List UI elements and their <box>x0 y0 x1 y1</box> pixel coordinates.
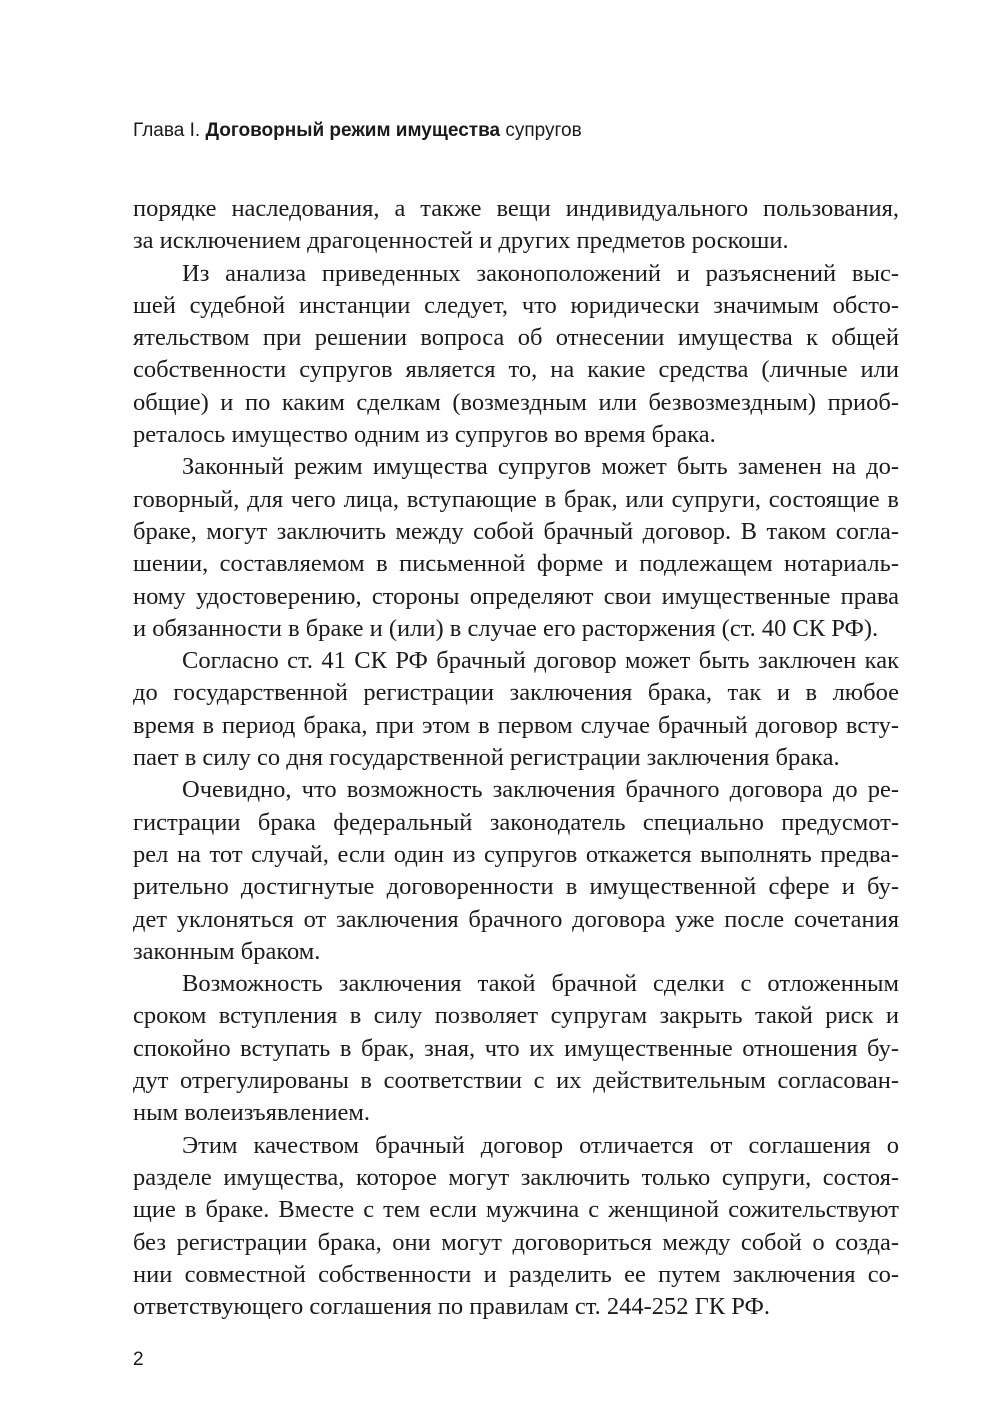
paragraph <box>133 451 899 645</box>
text-line: щие в браке. Вместе с тем если мужчина с женщиной сожительствуют <box>133 1196 899 1224</box>
text-line: время в период брака, при этом в первом случае брачный договор всту- <box>133 711 899 739</box>
text-line: сроком вступления в силу позволяет супругам закрыть такой риск и <box>133 1002 899 1030</box>
chapter-title-tail: супругов <box>505 120 582 141</box>
text-line: и обязанности в браке и (или) в случае его расторжения (ст. 40 СК РФ). <box>133 614 879 642</box>
text-line: ответствующего соглашения по правилам ст. 244-252 ГК РФ. <box>133 1293 770 1321</box>
text-line: дут отрегулированы в соответствии с их действительным согласован- <box>133 1067 899 1095</box>
text-line: до государственной регистрации заключения брака, так и в любое <box>133 679 899 707</box>
text-line: шении, составляемом в письменной форме и подлежащем нотариаль- <box>133 550 899 578</box>
text-line: без регистрации брака, они могут договориться между собой о созда- <box>133 1228 899 1256</box>
paragraph <box>133 645 899 774</box>
text-line: ным волеизъявлением. <box>133 1099 371 1127</box>
chapter-label: Глава I. <box>133 120 201 141</box>
paragraph <box>133 193 899 258</box>
text-line: нии совместной собственности и разделить ее путем заключения со- <box>133 1260 899 1288</box>
text-line: рительно достигнутые договоренности в имущественной сфере и бу- <box>133 873 899 901</box>
text-line: ному удостоверению, стороны определяют свои имущественные права <box>133 582 899 610</box>
text-line: Возможность заключения такой брачной сделки с отложенным <box>182 970 899 998</box>
text-line: законным браком. <box>133 937 321 965</box>
paragraph <box>133 968 899 1129</box>
text-line: реталось имущество одним из супругов во время брака. <box>133 421 716 449</box>
text-line: Законный режим имущества супругов может быть заменен на до- <box>182 453 899 481</box>
text-line: пает в силу со дня государственной регистрации заключения брака. <box>133 744 840 772</box>
text-line: говорный, для чего лица, вступающие в брак, или супруги, состоящие в <box>133 485 899 513</box>
text-line: браке, могут заключить между собой брачный договор. В таком согла- <box>133 517 899 545</box>
text-line: общие) и по каким сделкам (возмездным или безвозмездным) приоб- <box>133 388 899 416</box>
text-line: Из анализа приведенных законоположений и разъяснений выс- <box>182 259 899 287</box>
text-line: собственности супругов является то, на какие средства (личные или <box>133 356 899 384</box>
paragraph <box>133 774 899 968</box>
text-line: ятельством при решении вопроса об отнесении имущества к общей <box>133 324 899 352</box>
body-text <box>133 193 899 1323</box>
text-line: дет уклоняться от заключения брачного договора уже после сочетания <box>133 905 899 933</box>
page-number: 2 <box>133 1349 144 1370</box>
text-line: разделе имущества, которое могут заключить только супруги, состоя- <box>133 1163 899 1191</box>
text-line: Очевидно, что возможность заключения брачного договора до ре- <box>182 776 899 804</box>
paragraph <box>133 258 899 452</box>
running-head <box>133 119 582 143</box>
text-line: порядке наследования, а также вещи индивидуального пользования, <box>133 195 899 222</box>
text-line: рел на тот случай, если один из супругов откажется выполнять предва- <box>133 840 899 868</box>
text-line: за исключением драгоценностей и других предметов роскоши. <box>133 227 789 255</box>
text-line: гистрации брака федеральный законодатель специально предусмот- <box>133 808 899 836</box>
text-line: Согласно ст. 41 СК РФ брачный договор может быть заключен как <box>182 647 899 675</box>
chapter-title: Договорный режим имущества <box>205 120 501 141</box>
text-line: Этим качеством брачный договор отличается от соглашения о <box>182 1131 899 1159</box>
paragraph <box>133 1130 899 1324</box>
text-line: спокойно вступать в брак, зная, что их имущественные отношения бу- <box>133 1034 899 1062</box>
text-line: шей судебной инстанции следует, что юридически значимым обсто- <box>133 291 899 319</box>
